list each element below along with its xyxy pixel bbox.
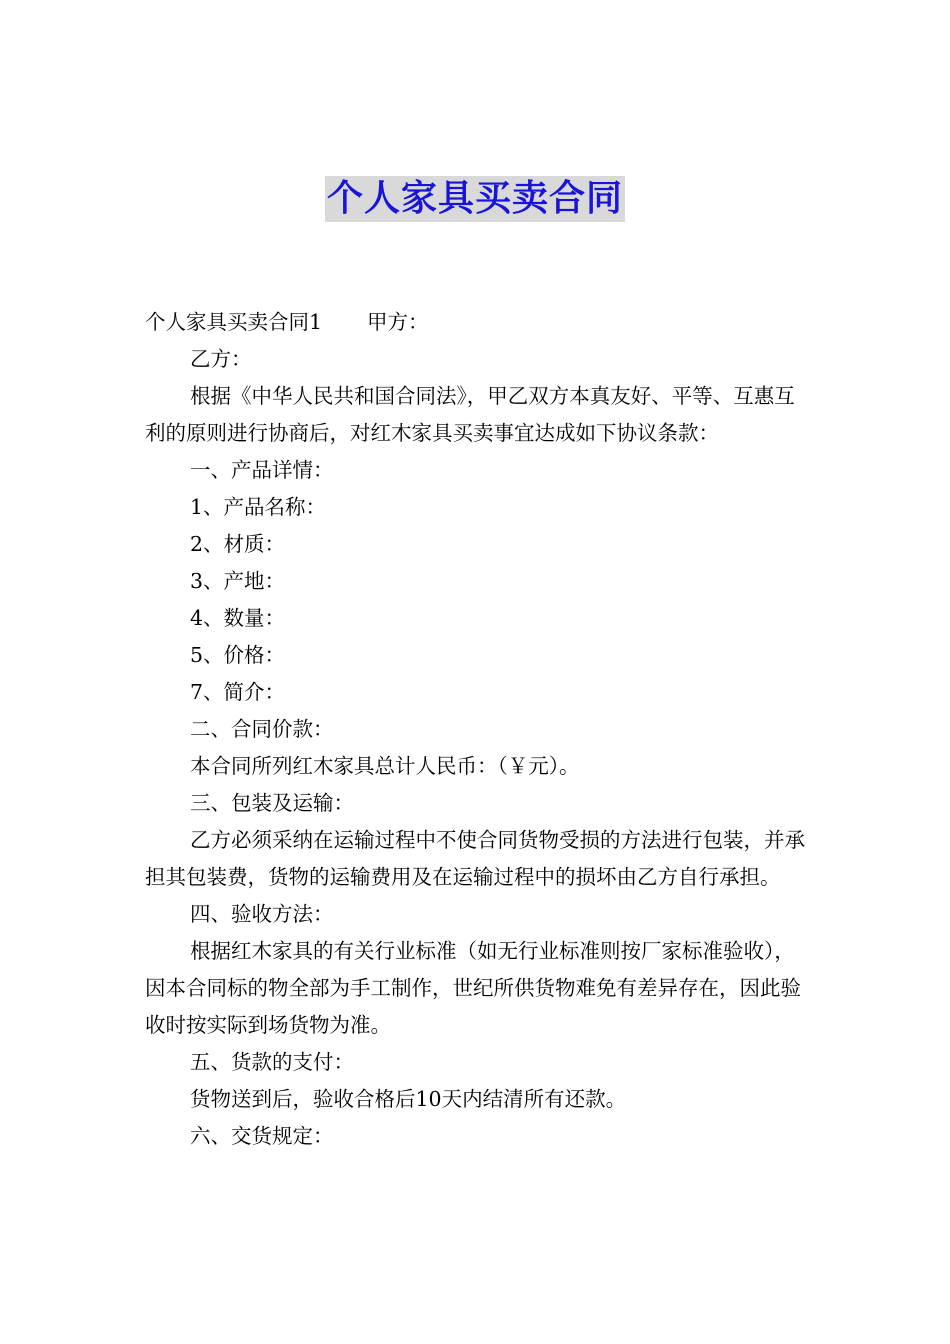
- first-line: [145, 304, 810, 341]
- payment-paragraph: 货物送到后，验收合格后10天内结清所有还款。: [190, 1087, 627, 1111]
- section-heading-payment: 五、货款的支付：: [190, 1050, 354, 1074]
- section-heading-delivery: 六、交货规定：: [190, 1124, 334, 1148]
- party-b-label: 乙方：: [190, 347, 252, 371]
- party-a-label: 甲方：: [367, 310, 429, 334]
- document-title: 个人家具买卖合同: [325, 176, 625, 222]
- contract-heading: 个人家具买卖合同1: [145, 310, 323, 334]
- title-container: [0, 176, 950, 222]
- item-origin: 3、产地：: [190, 569, 286, 593]
- item-product-name: 1、产品名称：: [190, 495, 327, 519]
- acceptance-paragraph: 根据红木家具的有关行业标准（如无行业标准则按厂家标准验收），因本合同标的物全部为手工制作，世纪所供货物难免有差异存在，因此验收时按实际到场货物为准。: [145, 939, 801, 1037]
- item-price: 5、价格：: [190, 643, 286, 667]
- section-heading-contract-price: 二、合同价款：: [190, 717, 334, 741]
- item-material: 2、材质：: [190, 532, 286, 556]
- item-introduction: 7、简介：: [190, 680, 286, 704]
- document-body: [145, 304, 810, 1155]
- item-quantity: 4、数量：: [190, 606, 286, 630]
- packaging-paragraph: 乙方必须采纳在运输过程中不使合同货物受损的方法进行包装，并承担其包装费，货物的运输费用及在运输过程中的损坏由乙方自行承担。: [145, 828, 805, 889]
- contract-price-paragraph: 本合同所列红木家具总计人民币：（￥元）。: [190, 754, 580, 778]
- section-heading-acceptance: 四、验收方法：: [190, 902, 334, 926]
- section-heading-packaging: 三、包装及运输：: [190, 791, 354, 815]
- preamble-paragraph: 根据《中华人民共和国合同法》，甲乙双方本真友好、平等、互惠互利的原则进行协商后，对红木家具买卖事宜达成如下协议条款：: [145, 384, 795, 445]
- section-heading-product-details: 一、产品详情：: [190, 458, 334, 482]
